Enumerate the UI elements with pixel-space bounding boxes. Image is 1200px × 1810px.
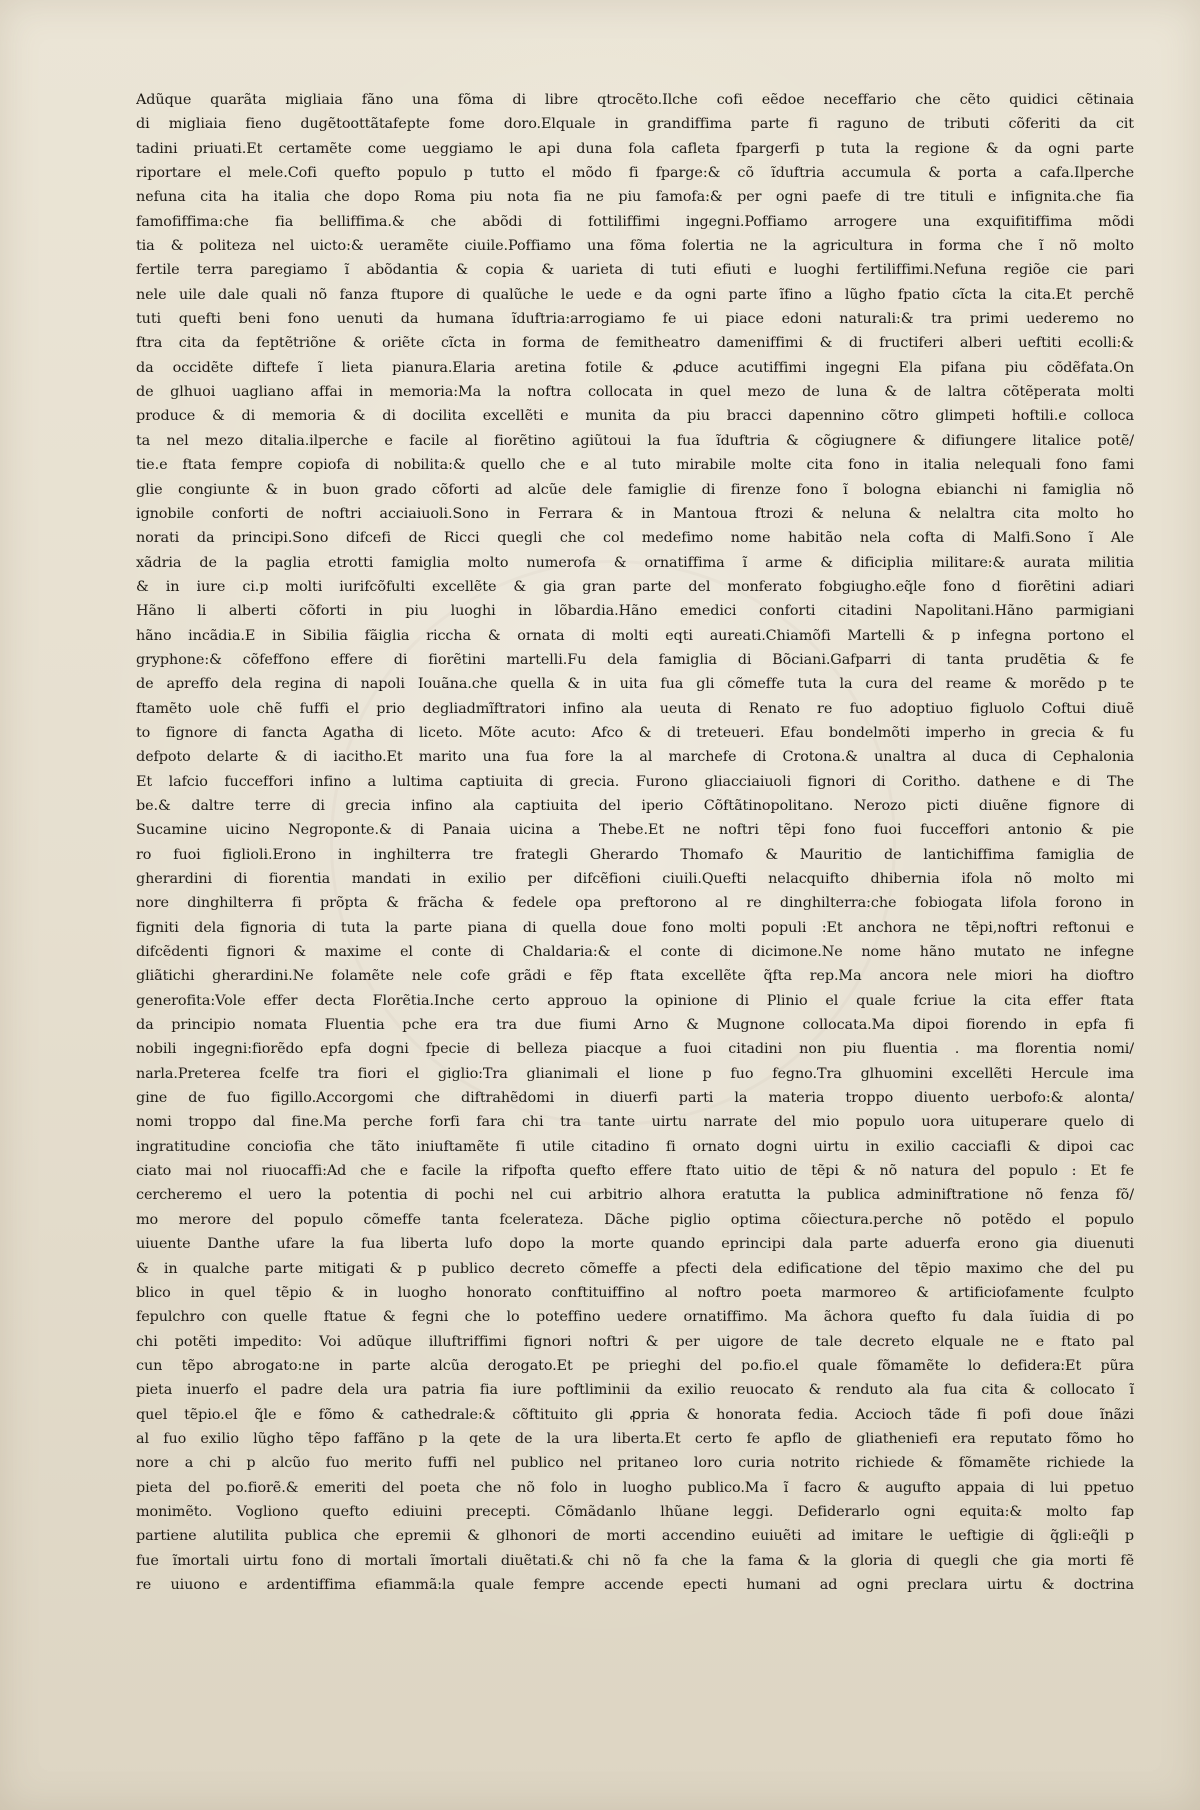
text-line: uiuente Danthe ufare la fua liberta lufo dopo la morte quando eprincipi dala parte aduerfa erono gia diuenuti	[136, 1236, 1134, 1253]
text-line: ro fuoi figlioli.Erono in inghilterra tre frategli Gherardo Thomafo & Mauritio de lantichiffima famiglia de	[136, 846, 1134, 863]
text-line: di migliaia fieno dugẽtoottãtafepte fome doro.Elquale in grandiffima parte fi raguno de tributi cõferiti da cit	[136, 116, 1134, 133]
text-line: to fignore di fancta Agatha di liceto. Mõte acuto: Afco & di treteueri. Efau bondelmõti imperho in grecia & fu	[136, 724, 1134, 741]
text-line: de apreffo dela regina di napoli Iouãna.che quella & in uita fua gli cõmeffe tuta la cura del reame & morẽdo p te	[136, 676, 1134, 693]
text-line: monimẽto. Vogliono quefto ediuini precepti. Cõmãdanlo lhũane leggi. Defiderarlo ogni equita:& molto fap	[136, 1503, 1134, 1520]
text-line: riportare el mele.Cofi quefto populo p tutto el mõdo fi fparge:& cõ ĩduftria accumula & porta a cafa.Ilperche	[136, 165, 1134, 182]
text-line: ftra cita da feptẽtriõne & oriẽte cĩcta in forma de femitheatro dameniffimi & di fructiferi alberi ueftiti ecolli:&	[136, 335, 1134, 352]
text-line: figniti dela fignoria di tuta la parte piana di quella doue fono molti populi :Et anchora ne tẽpi,noftri reftonui e	[136, 919, 1134, 936]
text-line: re uiuono e ardentiffima efiammã:la quale fempre accende epecti humani ad ogni preclara uirtu & doctrina	[136, 1576, 1134, 1593]
text-line: ftamẽto uole chẽ fuffi el prio degliadmĩftratori infino ala ueuta di Renato re fuo adoptiuo figluolo Coftui diuẽ	[136, 700, 1134, 717]
text-line: defpoto delarte & di iacitho.Et marito una fua fore la al marchefe di Crotona.& unaltra al duca di Cephalonia	[136, 749, 1134, 766]
text-line: ta nel mezo ditalia.ilperche e facile al fiorẽtino agiũtoui la fua ĩduftria & cõgiugnere & difiungere litalice potẽ/	[136, 432, 1134, 449]
text-line: al fuo exilio lũgho tẽpo faffãno p la qete de la ura liberta.Et certo fe apflo de gliatheniefi era reputato fõmo ho	[136, 1430, 1134, 1447]
text-line: Et lafcio fucceffori infino a lultima captiuita di grecia. Furono gliacciaiuoli fignori di Coritho. dathene e di The	[136, 773, 1134, 790]
text-line: produce & di memoria & di docilita excellẽti e munita da piu bracci dapennino cõtro glimpeti hoftili.e colloca	[136, 408, 1134, 425]
text-line: cercheremo el uero la potentia di pochi nel cui arbitrio alhora eratutta la publica adminiftratione nõ fenza fõ/	[136, 1187, 1134, 1204]
text-line: da principio nomata Fluentia pche era tra due fiumi Arno & Mugnone collocata.Ma dipoi fiorendo in epfa fi	[136, 1017, 1134, 1034]
text-line: be.& daltre terre di grecia infino ala captiuita del iperio Cõftãtinopolitano. Nerozo picti diuẽne fignore di	[136, 797, 1134, 814]
text-line: generofita:Vole effer decta Florẽtia.Inche certo approuo la opinione di Plinio el quale fcriue la cita effer ftata	[136, 992, 1134, 1009]
text-body	[136, 88, 1134, 1597]
text-line: chi potẽti impedito: Voi adũque illuftriffimi fignori noftri & per uigore de tale decreto elquale ne e ftato pal	[136, 1333, 1134, 1350]
text-line: gryphone:& cõfeffono effere di fiorẽtini martelli.Fu dela famiglia di Bõciani.Gafparri di tanta prudẽtia & fe	[136, 651, 1134, 668]
text-line: de glhuoi uagliano affai in memoria:Ma la noftra collocata in quel mezo de luna & de laltra cõtẽperata molti	[136, 384, 1134, 401]
text-line: nore a chi p alcũo fuo merito fuffi nel publico nel pritaneo loro curia notrito richiede & fõmamẽte richiede la	[136, 1455, 1134, 1472]
text-line: tie.e ftata fempre copiofa di nobilita:& quello che e al tuto mirabile molte cita fono in italia nelequali fono fami	[136, 457, 1134, 474]
text-line: & in qualche parte mitigati & p publico decreto cõmeffe a pfecti dela edificatione del tẽpio maximo che del pu	[136, 1260, 1134, 1277]
text-line: nomi troppo dal fine.Ma perche forfi fara chi tra tante uirtu narrate del mio populo uora uituperare quelo di	[136, 1114, 1134, 1131]
text-line: difcẽdenti fignori & maxime el conte di Chaldaria:& el conte di dicimone.Ne nome hãno mutato ne infegne	[136, 944, 1134, 961]
text-line: famofiffima:che fia belliffima.& che abõdi di fottiliffimi ingegni.Poffiamo arrogere una exquifitiffima mõdi	[136, 213, 1134, 230]
text-line: norati da principi.Sono difcefi de Ricci quegli che col medefimo nome habitão nela cofta di Malfi.Sono ĩ Ale	[136, 530, 1134, 547]
text-line: tadini priuati.Et certamẽte come ueggiamo le api duna fola cafleta fpargerfi p tuta la regione & da ogni parte	[136, 140, 1134, 157]
text-line: nobili ingegni:fiorẽdo epfa dogni fpecie di belleza piacque a fuoi citadini non piu fluentia . ma florentia nomi/	[136, 1041, 1134, 1058]
text-line: narla.Preterea fcelfe tra fiori el giglio:Tra glianimali el lione p fuo fegno.Tra glhuomini excellẽti Hercule ima	[136, 1065, 1134, 1082]
text-line: mo merore del populo cõmeffe tanta fcelerateza. Dãche piglio optima cõiectura.perche nõ potẽdo el populo	[136, 1211, 1134, 1228]
text-line: fue ĩmortali uirtu fono di mortali ĩmortali diuẽtati.& chi nõ fa che la fama & la gloria di quegli che gia morti fẽ	[136, 1552, 1134, 1569]
text-line: Adũque quarãta migliaia fãno una fõma di libre qtrocẽto.Ilche cofi eẽdoe neceffario che cẽto quidici cẽtinaia	[136, 92, 1134, 108]
text-line: nore dinghilterra fi prõpta & frãcha & fedele opa preftorono al re dinghilterra:che fobiogata lifola forono in	[136, 895, 1134, 912]
text-line: da occidẽte diftefe ĩ lieta pianura.Elaria aretina fotile & ꝓduce acutiffimi ingegni Ela pifana piu cõdẽfata.On	[136, 359, 1134, 376]
text-line: cun tẽpo abrogato:ne in parte alcũa derogato.Et pe prieghi del po.fio.el quale fõmamẽte lo defidera:Et pũra	[136, 1357, 1134, 1374]
text-line: fertile terra paregiamo ĩ abõdantia & copia & uarieta di tuti efiuti e luoghi fertiliffimi.Nefuna regiõe cie pari	[136, 262, 1134, 279]
text-line: pieta del po.fiorẽ.& emeriti del poeta che nõ folo in luogho publico.Ma ĩ facro & augufto appaia di lui ppetuo	[136, 1479, 1134, 1496]
text-line: quel tẽpio.el q̃le e fõmo & cathedrale:& cõftituito gli ꝓpria & honorata fedia. Accioch tãde fi pofi doue ĩnãzi	[136, 1406, 1134, 1423]
text-line: Sucamine uicino Negroponte.& di Panaia uicina a Thebe.Et ne noftri tẽpi fono fuoi fucceffori antonio & pie	[136, 822, 1134, 839]
text-line: xãdria de la paglia etrotti famiglia molto numerofa & ornatiffima ĩ arme & dificiplia militare:& aurata militia	[136, 554, 1134, 571]
text-line: nefuna cita ha italia che dopo Roma piu nota fia ne piu famofa:& per ogni paefe di tre tituli e infignita.che fia	[136, 189, 1134, 206]
text-line: hãno incãdia.E in Sibilia fãiglia riccha & ornata di molti eqti aureati.Chiamõfi Martelli & p infegna portono el	[136, 627, 1134, 644]
text-line: tuti quefti beni fono uenuti da humana ĩduftria:arrogiamo fe ui piace edoni naturali:& tra primi uederemo no	[136, 311, 1134, 328]
text-line: tia & politeza nel uicto:& ueramẽte ciuile.Poffiamo una fõma folertia ne la agricultura in forma che ĩ nõ molto	[136, 238, 1134, 255]
text-line: partiene alutilita publica che epremii & glhonori de morti accendino euiuẽti ad imitare le ueftigie di q̃gli:eq̃li p	[136, 1528, 1134, 1545]
text-line: gliãtichi gherardini.Ne folamẽte nele cofe grãdi e fẽp ftata excellẽte q̃fta rep.Ma ancora nele miori ha dioftro	[136, 968, 1134, 985]
text-line: ignobile conforti de noftri acciaiuoli.Sono in Ferrara & in Mantoua ftrozi & neluna & nelaltra cita molto ho	[136, 505, 1134, 522]
text-line: ingratitudine conciofia che tãto iniuftamẽte fi utile citadino fi ornato dogni uirtu in exilio cacciafli & dipoi cac	[136, 1138, 1134, 1155]
text-line: blico in quel tẽpio & in luogho honorato conftituiffino al noftro poeta marmoreo & artificiofamente fculpto	[136, 1284, 1134, 1301]
text-line: pieta inuerfo el padre dela ura patria fia iure poftliminii da exilio reuocato & renduto ala fua cita & collocato ĩ	[136, 1382, 1134, 1399]
text-line: gherardini di fiorentia mandati in exilio per difcẽfioni ciuili.Quefti nelacquifto dhibernia ifola nõ molto mi	[136, 871, 1134, 887]
text-line: nele uile dale quali nõ fanza ftupore di qualũche le uede e da ogni parte ĩfino a lũgho fpatio cĩcta la cita.Et perchẽ	[136, 286, 1134, 303]
text-line: Hãno li alberti cõforti in piu luoghi in lõbardia.Hãno emedici conforti citadini Napolitani.Hãno parmigiani	[136, 603, 1134, 620]
text-line: ciato mai nol riuocaffi:Ad che e facile la rifpofta quefto effere ftato uitio de tẽpi & nõ natura del populo : Et fe	[136, 1163, 1134, 1180]
text-line: gine de fuo figillo.Accorgomi che diftrahẽdomi in diuerfi parti la materia troppo diuento uerbofo:& alonta/	[136, 1090, 1134, 1107]
text-line: & in iure ci.p molti iurifcõfulti excellẽte & gia gran parte del monferato fobgiugho.eq̃le fono d fiorẽtini adiari	[136, 578, 1134, 595]
text-line: glie congiunte & in buon grado cõforti ad alcũe dele famiglie di firenze fono ĩ bologna ebianchi ni famiglia nõ	[136, 481, 1134, 498]
text-line: fepulchro con quelle ftatue & fegni che lo poteffino uedere ornatiffimo. Ma ãchora quefto fu dala ĩuidia di po	[136, 1309, 1134, 1326]
